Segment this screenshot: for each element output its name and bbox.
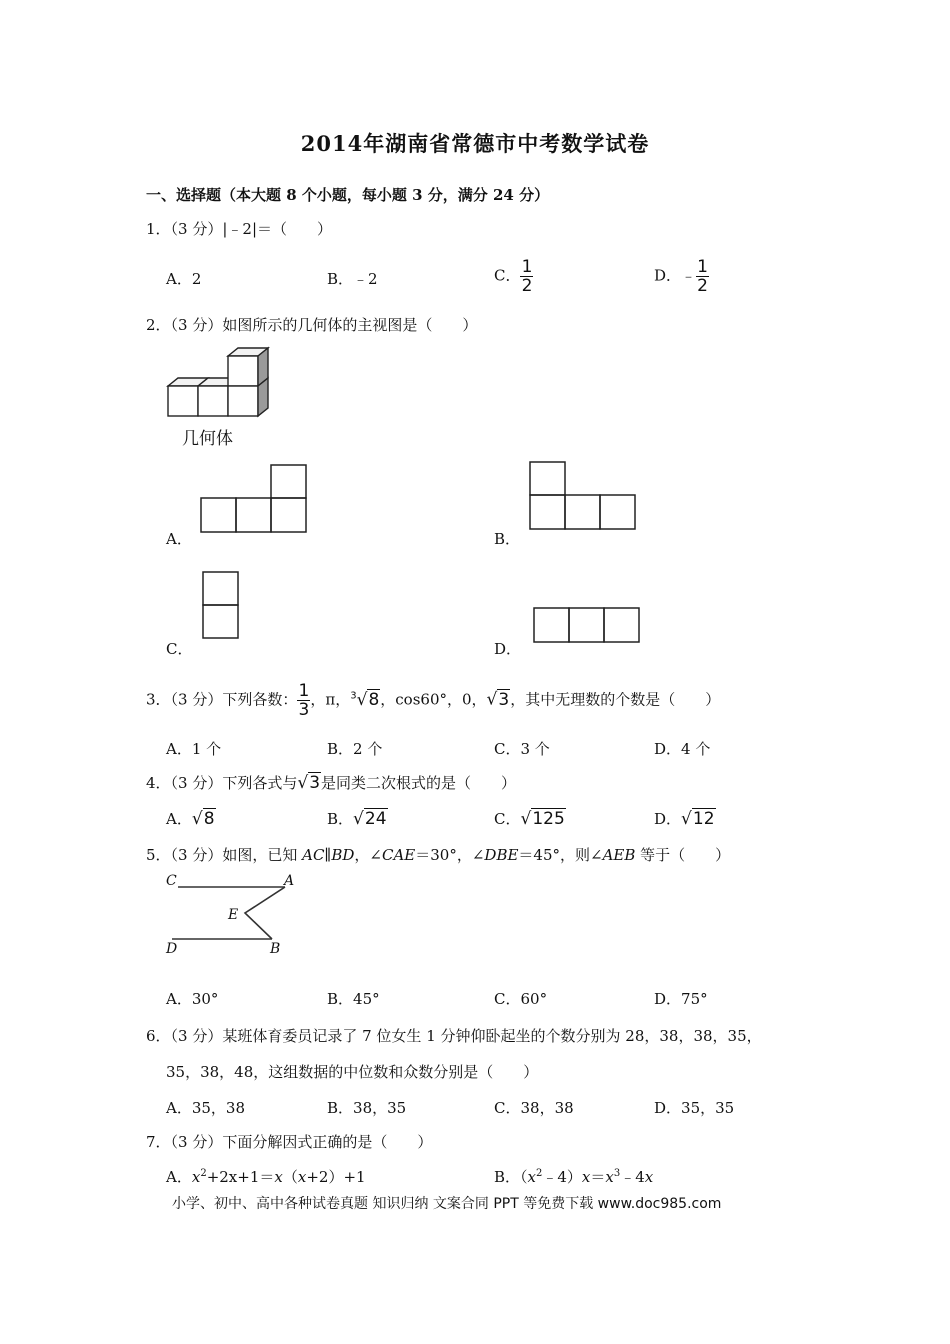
point-c-label: C [166, 873, 177, 889]
question-3-stem: 3．（3 分）下列各数： $\frac{1}{3}$ ，π，$^3$√8，cos60°，0，√3，其中无理数的个数是（ ） [146, 681, 721, 720]
q7-option-a: A．$x^2+2x+1=x(x+2)+1$ [166, 1168, 366, 1186]
q2-option-c-view [202, 571, 242, 641]
q3-option-d: D．4 个 [654, 740, 711, 758]
q3-option-a: A．1 个 [166, 740, 222, 758]
point-a-label: A [284, 873, 295, 889]
footer-watermark: 小学、初中、高中各种试卷真题 知识归纳 文案合同 PPT 等免费下载 www.doc985.com [172, 1196, 722, 1212]
q2-option-a-view [200, 464, 308, 534]
q2-option-b-view [529, 461, 637, 531]
question-1-stem: 1．（3 分）|﹣2|＝（ ） [146, 220, 333, 238]
question-5-stem: 5．（3 分）如图，已知 AC∥BD，∠CAE＝30°，∠DBE＝45°，则∠AEB 等于（ ） [146, 846, 731, 864]
q1-option-d-label: D． [654, 266, 682, 285]
q3-option-b: B．2 个 [327, 740, 383, 758]
q1-option-d-fraction: $\frac{1}{2}$ [697, 257, 708, 296]
geometric-solid-figure [160, 340, 280, 425]
q1-option-d-sign: ﹣ [681, 266, 697, 285]
q2-option-d-view [533, 607, 641, 645]
question-2-stem: 2．（3 分）如图所示的几何体的主视图是（ ） [146, 316, 478, 334]
q2-option-b: B． [494, 530, 521, 548]
q5-parallel-lines-figure [160, 870, 310, 960]
question-4-stem: 4．（3 分）下列各式与√3是同类二次根式的是（ ） [146, 773, 517, 793]
point-d-label: D [166, 941, 178, 957]
page-title: 2014年湖南省常德市中考数学试卷 [300, 131, 650, 156]
q4-option-c: C．√125 [494, 809, 565, 829]
q5-option-a: A．30° [166, 990, 219, 1008]
q1-option-c [494, 258, 533, 295]
figure-caption: 几何体 [182, 429, 233, 449]
q3-cube-root: $^3$√8 [350, 689, 380, 710]
q5-option-b: B．45° [327, 990, 380, 1008]
q4-option-a: A．√8 [166, 809, 215, 829]
q6-option-c: C．38，38 [494, 1099, 574, 1117]
q7-option-b: B．$(x^2﹣4)x=x^3﹣4x$ [494, 1168, 654, 1186]
point-b-label: B [270, 941, 281, 957]
question-7-stem: 7．（3 分）下面分解因式正确的是（ ） [146, 1133, 433, 1151]
q1-option-b: B．﹣2 [327, 270, 378, 288]
q6-option-a: A．35，38 [166, 1099, 246, 1117]
q6-option-b: B．38，35 [327, 1099, 407, 1117]
q3-fraction: $\frac{1}{3}$ [298, 681, 310, 720]
q1-option-c-fraction: $\frac{1}{2}$ [521, 257, 533, 296]
q1-option-a: A．2 [166, 270, 202, 288]
q3-square-root: √3 [486, 689, 510, 710]
q2-option-d: D． [494, 640, 522, 658]
q2-option-c: C． [166, 640, 193, 658]
q1-option-c-label: C． [494, 266, 521, 285]
q2-option-a: A． [166, 530, 192, 548]
q1-option-d [654, 258, 709, 295]
section-heading: 一、选择题（本大题 8 个小题，每小题 3 分，满分 24 分） [146, 186, 550, 204]
point-e-label: E [228, 907, 239, 923]
q5-option-d: D．75° [654, 990, 708, 1008]
q3-option-c: C．3 个 [494, 740, 550, 758]
q4-sqrt3: √3 [297, 773, 321, 793]
q4-option-d: D．√12 [654, 809, 715, 829]
q6-option-d: D．35，35 [654, 1099, 735, 1117]
q4-option-b: B．√24 [327, 809, 387, 829]
question-6-stem-line2: 35，38，48，这组数据的中位数和众数分别是（ ） [166, 1063, 539, 1081]
question-6-stem-line1: 6．（3 分）某班体育委员记录了 7 位女生 1 分钟仰卧起坐的个数分别为 28，38，38，35， [146, 1027, 762, 1045]
q5-option-c: C．60° [494, 990, 548, 1008]
